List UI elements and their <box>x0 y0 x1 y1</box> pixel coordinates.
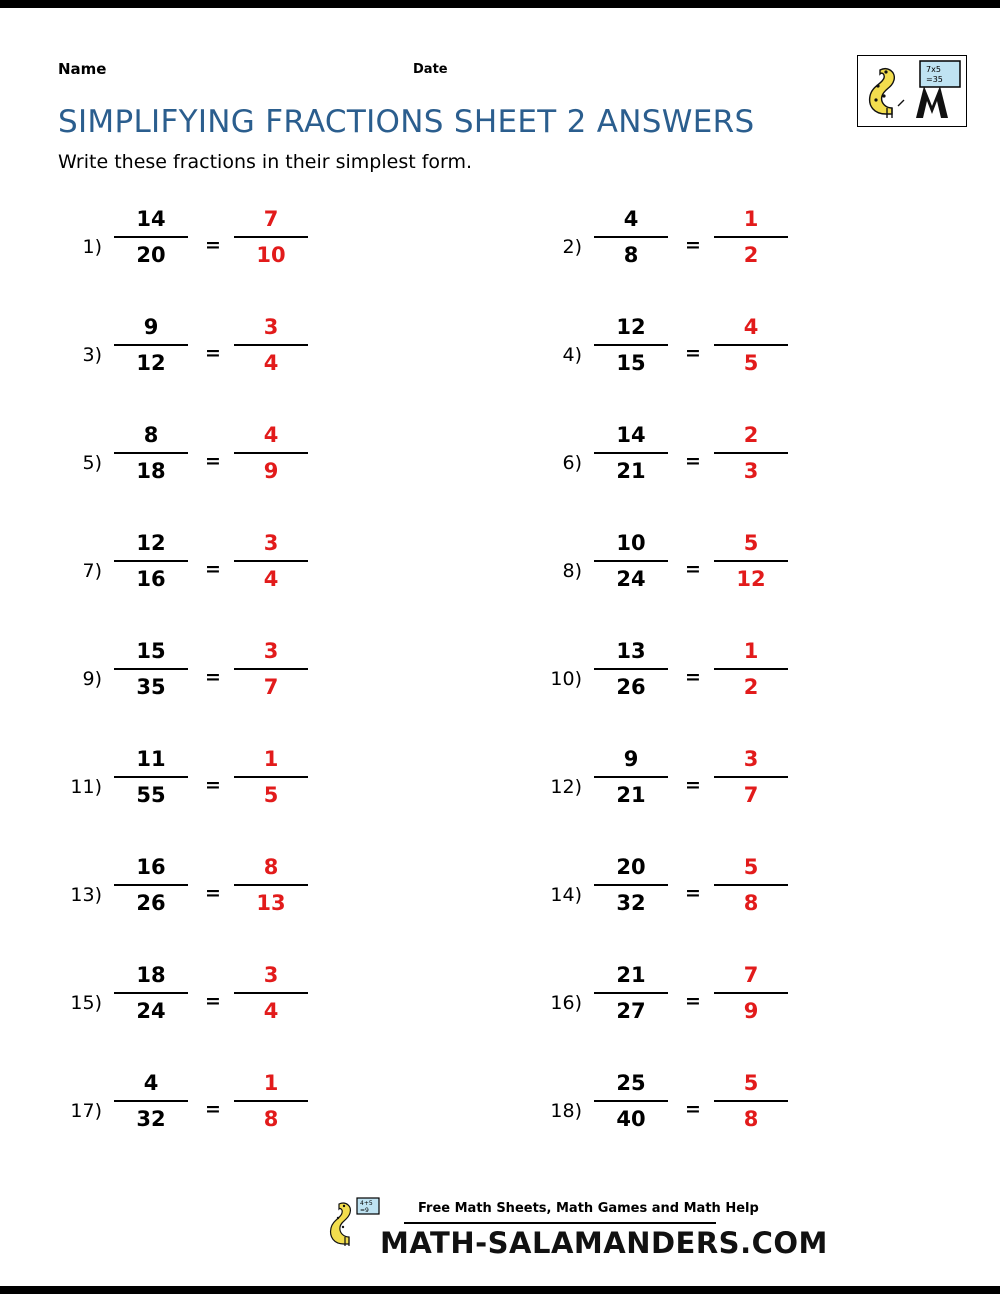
question-fraction <box>114 636 188 702</box>
problem-index: 14) <box>550 884 582 906</box>
question-numerator: 14 <box>616 423 646 447</box>
answer-denominator: 7 <box>743 783 759 807</box>
question-denominator: 40 <box>616 1107 646 1131</box>
answer-denominator: 10 <box>256 243 286 267</box>
question-numerator: 11 <box>136 747 166 771</box>
footer-salamander-icon <box>327 1196 387 1258</box>
equals-sign: = <box>205 342 221 364</box>
problem-index: 10) <box>550 668 582 690</box>
answer-fraction[interactable] <box>714 420 788 486</box>
fraction-bar <box>114 1100 188 1102</box>
question-denominator: 26 <box>136 891 166 915</box>
question-numerator: 8 <box>143 423 159 447</box>
problem-index: 12) <box>550 776 582 798</box>
fraction-bar <box>114 236 188 238</box>
question-fraction <box>114 1068 188 1134</box>
answer-fraction[interactable] <box>234 852 308 918</box>
question-denominator: 27 <box>616 999 646 1023</box>
answer-numerator: 5 <box>743 855 759 879</box>
answer-fraction[interactable] <box>234 636 308 702</box>
question-denominator: 18 <box>136 459 166 483</box>
fraction-bar <box>594 236 668 238</box>
name-label: Name <box>58 60 107 78</box>
problem-index: 5) <box>82 452 102 474</box>
svg-text:7x5: 7x5 <box>926 65 941 74</box>
answer-numerator: 7 <box>743 963 759 987</box>
fraction-bar <box>234 992 308 994</box>
fraction-bar <box>714 452 788 454</box>
problem-index: 13) <box>70 884 102 906</box>
answer-denominator: 2 <box>743 675 759 699</box>
question-fraction <box>594 744 668 810</box>
question-denominator: 8 <box>623 243 639 267</box>
footer-divider <box>404 1222 716 1224</box>
equals-sign: = <box>205 450 221 472</box>
question-fraction <box>594 204 668 270</box>
answer-numerator: 8 <box>263 855 279 879</box>
answer-denominator: 8 <box>743 1107 759 1131</box>
answer-numerator: 5 <box>743 531 759 555</box>
problem-index: 4) <box>562 344 582 366</box>
question-fraction <box>594 312 668 378</box>
question-denominator: 21 <box>616 783 646 807</box>
question-fraction <box>114 204 188 270</box>
fraction-bar <box>234 236 308 238</box>
fraction-bar <box>714 560 788 562</box>
question-denominator: 16 <box>136 567 166 591</box>
answer-fraction[interactable] <box>714 204 788 270</box>
answer-numerator: 4 <box>743 315 759 339</box>
fraction-bar <box>234 452 308 454</box>
problem-index: 8) <box>562 560 582 582</box>
answer-numerator: 1 <box>743 207 759 231</box>
answer-numerator: 3 <box>263 531 279 555</box>
answer-numerator: 3 <box>263 963 279 987</box>
problem-index: 2) <box>562 236 582 258</box>
answer-denominator: 8 <box>263 1107 279 1131</box>
answer-numerator: 1 <box>263 747 279 771</box>
fraction-bar <box>234 1100 308 1102</box>
footer-brand: MATH-SALAMANDERS.COM <box>380 1226 828 1260</box>
question-fraction <box>594 1068 668 1134</box>
question-denominator: 35 <box>136 675 166 699</box>
answer-denominator: 4 <box>263 999 279 1023</box>
logo-box <box>857 55 967 127</box>
fraction-bar <box>114 344 188 346</box>
fraction-bar <box>714 344 788 346</box>
question-numerator: 25 <box>616 1071 646 1095</box>
problem-index: 6) <box>562 452 582 474</box>
equals-sign: = <box>205 990 221 1012</box>
fraction-bar <box>114 452 188 454</box>
equals-sign: = <box>205 1098 221 1120</box>
fraction-bar <box>714 992 788 994</box>
bottom-rule <box>0 1286 1000 1294</box>
equals-sign: = <box>685 882 701 904</box>
question-fraction <box>594 528 668 594</box>
question-fraction <box>594 960 668 1026</box>
answer-denominator: 4 <box>263 567 279 591</box>
answer-denominator: 5 <box>743 351 759 375</box>
fraction-bar <box>594 452 668 454</box>
fraction-bar <box>594 992 668 994</box>
equals-sign: = <box>205 774 221 796</box>
answer-denominator: 4 <box>263 351 279 375</box>
top-rule <box>0 0 1000 8</box>
salamander-logo-icon <box>858 56 966 126</box>
fraction-bar <box>114 668 188 670</box>
svg-text:=35: =35 <box>926 75 943 84</box>
equals-sign: = <box>205 666 221 688</box>
equals-sign: = <box>685 342 701 364</box>
question-denominator: 24 <box>136 999 166 1023</box>
question-numerator: 20 <box>616 855 646 879</box>
question-denominator: 20 <box>136 243 166 267</box>
answer-numerator: 3 <box>743 747 759 771</box>
answer-denominator: 7 <box>263 675 279 699</box>
answer-fraction[interactable] <box>234 1068 308 1134</box>
answer-fraction[interactable] <box>234 312 308 378</box>
page-title: SIMPLIFYING FRACTIONS SHEET 2 ANSWERS <box>58 104 755 140</box>
page-subtitle: Write these fractions in their simplest form. <box>58 151 473 173</box>
answer-denominator: 13 <box>256 891 286 915</box>
question-fraction <box>114 420 188 486</box>
fraction-bar <box>594 1100 668 1102</box>
answer-numerator: 3 <box>263 315 279 339</box>
question-numerator: 12 <box>136 531 166 555</box>
question-numerator: 4 <box>143 1071 159 1095</box>
problem-index: 17) <box>70 1100 102 1122</box>
question-fraction <box>594 636 668 702</box>
problem-index: 15) <box>70 992 102 1014</box>
fraction-bar <box>594 884 668 886</box>
answer-denominator: 5 <box>263 783 279 807</box>
question-numerator: 9 <box>623 747 639 771</box>
question-numerator: 14 <box>136 207 166 231</box>
answer-fraction[interactable] <box>714 852 788 918</box>
fraction-bar <box>114 560 188 562</box>
problem-index: 18) <box>550 1100 582 1122</box>
question-denominator: 32 <box>136 1107 166 1131</box>
fraction-bar <box>114 992 188 994</box>
question-numerator: 16 <box>136 855 166 879</box>
equals-sign: = <box>685 990 701 1012</box>
question-fraction <box>114 852 188 918</box>
equals-sign: = <box>205 558 221 580</box>
problem-index: 11) <box>70 776 102 798</box>
answer-denominator: 9 <box>743 999 759 1023</box>
answer-denominator: 9 <box>263 459 279 483</box>
question-denominator: 32 <box>616 891 646 915</box>
question-denominator: 21 <box>616 459 646 483</box>
question-denominator: 15 <box>616 351 646 375</box>
question-denominator: 12 <box>136 351 166 375</box>
question-numerator: 13 <box>616 639 646 663</box>
equals-sign: = <box>685 1098 701 1120</box>
question-numerator: 10 <box>616 531 646 555</box>
problem-index: 7) <box>82 560 102 582</box>
problem-index: 3) <box>82 344 102 366</box>
answer-fraction[interactable] <box>234 420 308 486</box>
fraction-bar <box>594 560 668 562</box>
answer-numerator: 2 <box>743 423 759 447</box>
fraction-bar <box>234 668 308 670</box>
question-fraction <box>114 528 188 594</box>
equals-sign: = <box>205 234 221 256</box>
fraction-bar <box>234 884 308 886</box>
question-fraction <box>114 312 188 378</box>
equals-sign: = <box>685 234 701 256</box>
answer-denominator: 2 <box>743 243 759 267</box>
answer-fraction[interactable] <box>714 528 788 594</box>
fraction-bar <box>594 344 668 346</box>
answer-fraction[interactable] <box>714 312 788 378</box>
question-numerator: 9 <box>143 315 159 339</box>
question-denominator: 55 <box>136 783 166 807</box>
problem-index: 1) <box>82 236 102 258</box>
equals-sign: = <box>685 558 701 580</box>
question-numerator: 18 <box>136 963 166 987</box>
question-fraction <box>594 420 668 486</box>
answer-numerator: 1 <box>263 1071 279 1095</box>
svg-text:=9: =9 <box>360 1207 369 1214</box>
answer-fraction[interactable] <box>234 528 308 594</box>
problem-index: 16) <box>550 992 582 1014</box>
fraction-bar <box>234 776 308 778</box>
answer-fraction[interactable] <box>714 636 788 702</box>
fraction-bar <box>714 668 788 670</box>
answer-fraction[interactable] <box>234 744 308 810</box>
answer-numerator: 5 <box>743 1071 759 1095</box>
equals-sign: = <box>685 774 701 796</box>
question-denominator: 24 <box>616 567 646 591</box>
equals-sign: = <box>205 882 221 904</box>
answer-fraction[interactable] <box>714 744 788 810</box>
footer-tagline: Free Math Sheets, Math Games and Math Help <box>418 1201 759 1216</box>
answer-numerator: 4 <box>263 423 279 447</box>
question-denominator: 26 <box>616 675 646 699</box>
answer-numerator: 1 <box>743 639 759 663</box>
question-numerator: 15 <box>136 639 166 663</box>
fraction-bar <box>114 776 188 778</box>
question-numerator: 4 <box>623 207 639 231</box>
fraction-bar <box>714 776 788 778</box>
date-label: Date <box>413 62 448 77</box>
question-fraction <box>114 744 188 810</box>
answer-denominator: 3 <box>743 459 759 483</box>
answer-fraction[interactable] <box>714 1068 788 1134</box>
fraction-bar <box>114 884 188 886</box>
equals-sign: = <box>685 666 701 688</box>
fraction-bar <box>714 1100 788 1102</box>
fraction-bar <box>714 884 788 886</box>
question-numerator: 21 <box>616 963 646 987</box>
fraction-bar <box>234 560 308 562</box>
problem-index: 9) <box>82 668 102 690</box>
answer-numerator: 3 <box>263 639 279 663</box>
question-numerator: 12 <box>616 315 646 339</box>
answer-fraction[interactable] <box>234 204 308 270</box>
answer-fraction[interactable] <box>714 960 788 1026</box>
answer-denominator: 8 <box>743 891 759 915</box>
question-fraction <box>594 852 668 918</box>
fraction-bar <box>594 776 668 778</box>
fraction-bar <box>594 668 668 670</box>
answer-denominator: 12 <box>736 567 766 591</box>
equals-sign: = <box>685 450 701 472</box>
answer-fraction[interactable] <box>234 960 308 1026</box>
svg-text:4+5: 4+5 <box>360 1200 373 1207</box>
question-fraction <box>114 960 188 1026</box>
fraction-bar <box>714 236 788 238</box>
answer-numerator: 7 <box>263 207 279 231</box>
fraction-bar <box>234 344 308 346</box>
